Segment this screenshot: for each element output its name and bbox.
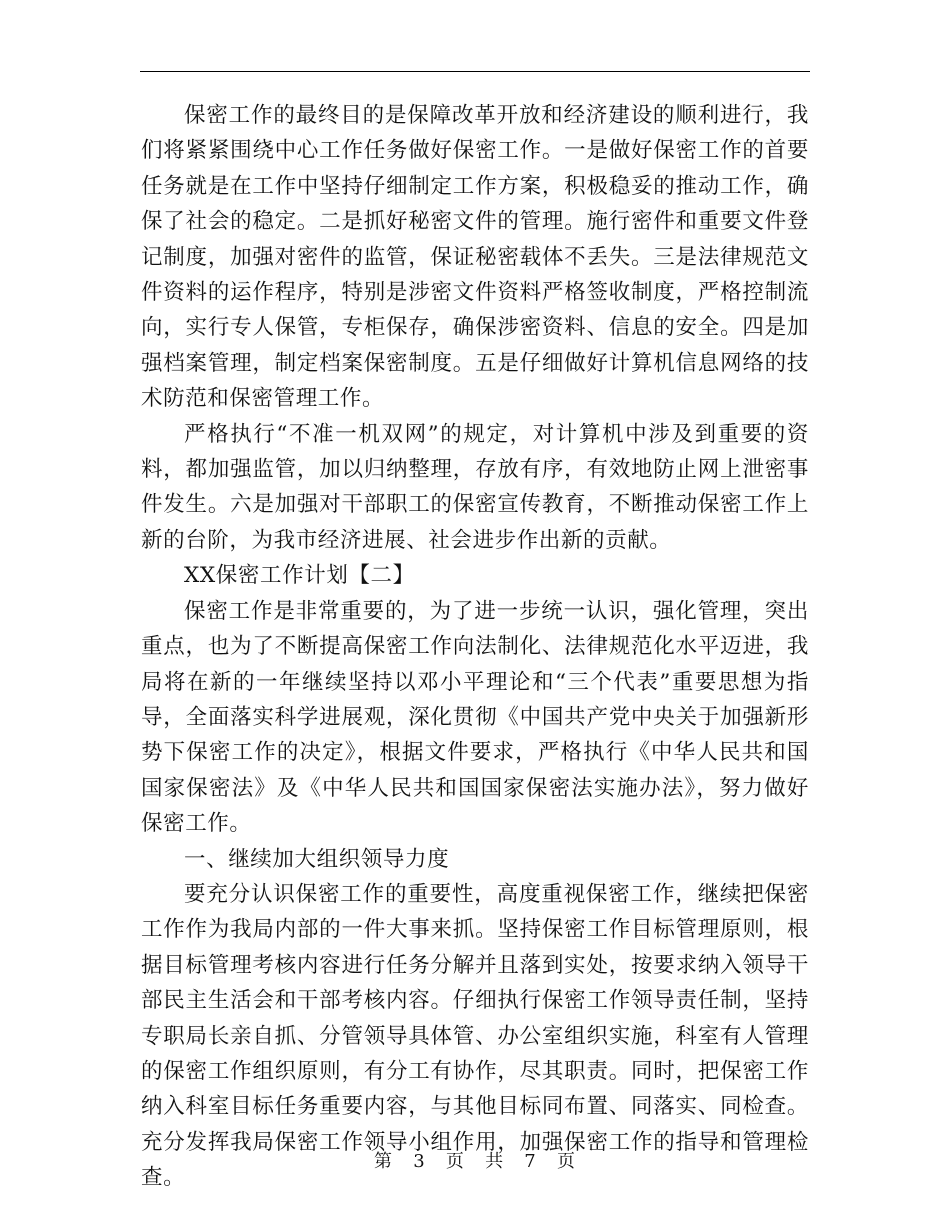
paragraph-goal: 保密工作的最终目的是保障改革开放和经济建设的顺利进行，我们将紧紧围绕中心工作任务做好保密工作。一是做好保密工作的首要任务就是在工作中坚持仔细制定工作方案，积极稳妥的推动工作，确保了社会的稳定。二是抓好秘密文件的管理。施行密件和重要文件登记制度，加强对密件的监管，保证秘密载体不丢失。三是法律规范文件资料的运作程序，特别是涉密文件资料严格签收制度，严格控制流向，实行专人保管，专柜保存，确保涉密资料、信息的安全。四是加强档案管理，制定档案保密制度。五是仔细做好计算机信息网络的技术防范和保密管理工作。 <box>141 103 809 412</box>
footer-total-pages: 7 <box>524 1151 537 1172</box>
footer-current-page: 3 <box>413 1151 426 1172</box>
paragraph-plan-intro: 保密工作是非常重要的，为了进一步统一认识，强化管理，突出重点，也为了不断提高保密工作向法制化、法律规范化水平迈进，我局将在新的一年继续坚持以邓小平理论和“三个代表”重要思想为指导，全面落实科学进展观，深化贯彻《中国共产党中央关于加强新形势下保密工作的决定》，根据文件要求，严格执行《中华人民共和国国家保密法》及《中华人民共和国国家保密法实施办法》，努力做好保密工作。 <box>141 598 809 837</box>
paragraph-network-rule: 严格执行“不准一机双网”的规定，对计算机中涉及到重要的资料，都加强监管，加以归纳整理，存放有序，有效地防止网上泄密事件发生。六是加强对干部职工的保密宣传教育，不断推动保密工作上新的台阶，为我市经济进展、社会进步作出新的贡献。 <box>141 421 809 553</box>
header-rule <box>140 71 810 72</box>
footer-label-page: 第 <box>374 1151 394 1172</box>
footer-label-page-unit: 页 <box>445 1151 465 1172</box>
footer-label-total: 共 <box>485 1151 505 1172</box>
page-number-footer <box>0 1150 950 1174</box>
footer-label-total-unit: 页 <box>556 1151 576 1172</box>
section-title-plan-two: XX保密工作计划【二】 <box>184 563 415 589</box>
paragraph-leadership: 要充分认识保密工作的重要性，高度重视保密工作，继续把保密工作作为我局内部的一件大事来抓。坚持保密工作目标管理原则，根据目标管理考核内容进行任务分解并且落到实处，按要求纳入领导干部民主生活会和干部考核内容。仔细执行保密工作领导责任制，坚持专职局长亲自抓、分管领导具体管、办公室组织实施，科室有人管理的保密工作组织原则，有分工有协作，尽其职责。同时，把保密工作纳入科室目标任务重要内容，与其他目标同布置、同落实、同检查。充分发挥我局保密工作领导小组作用，加强保密工作的指导和管理检查。 <box>141 881 809 1191</box>
section-heading-leadership: 一、继续加大组织领导力度 <box>184 846 450 872</box>
document-body <box>141 98 809 1196</box>
